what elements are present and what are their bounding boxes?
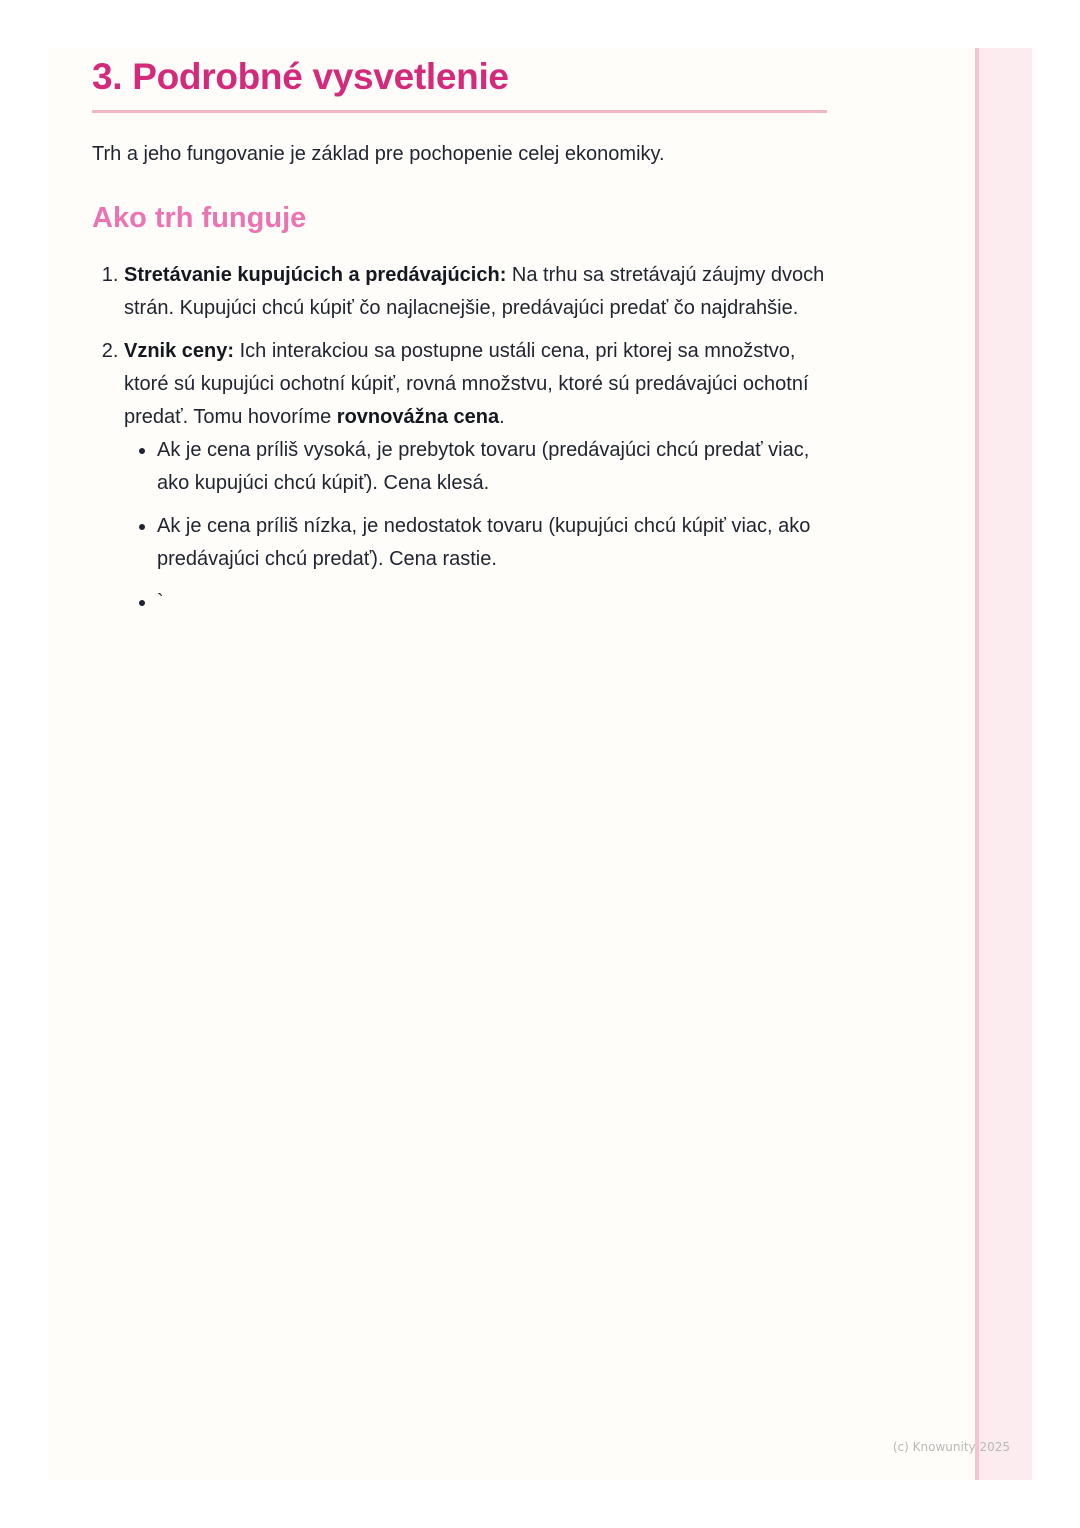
- copyright-footer: (c) Knowunity 2025: [892, 1440, 1010, 1454]
- bullet-list: [124, 434, 828, 619]
- intro-paragraph: Trh a jeho fungovanie je základ pre pochopenie celej ekonomiky.: [92, 143, 665, 165]
- bullet-item: • Ak je cena príliš nízka, je nedostatok tovaru (kupujúci chcú kúpiť viac, ako predávajúci chcú predať). Cena rastie.: [157, 510, 828, 576]
- side-band: [975, 48, 1032, 1480]
- bullet-item: • Ak je cena príliš vysoká, je prebytok tovaru (predávajúci chcú predať viac, ako kupujúci chcú kúpiť). Cena klesá.: [157, 434, 828, 500]
- step-title: Vznik ceny:: [124, 340, 235, 362]
- step-text-end: .: [499, 406, 505, 428]
- page-title: 3. Podrobné vysvetlenie: [92, 56, 509, 97]
- key-term: rovnovážna cena: [336, 406, 500, 428]
- list-item: [124, 259, 828, 325]
- steps-list: [92, 259, 828, 619]
- title-divider: [92, 110, 827, 113]
- section-heading: Ako trh funguje: [92, 202, 307, 234]
- step-text: Ich interakciou sa postupne ustáli cena, pri ktorej sa množstvo, ktoré sú kupujúci ochotní kúpiť, rovná množstvu, ktoré sú predávajúci ochotní predať. Tomu hovoríme: [124, 340, 809, 428]
- step-title: Stretávanie kupujúcich a predávajúcich:: [124, 264, 507, 286]
- list-item: [124, 335, 828, 619]
- bullet-item: • `: [157, 586, 828, 619]
- document-content: [92, 54, 828, 629]
- step-text: Na trhu sa stretávajú záujmy dvoch strán. Kupujúci chcú kúpiť čo najlacnejšie, predávajúci predať čo najdrahšie.: [124, 264, 825, 319]
